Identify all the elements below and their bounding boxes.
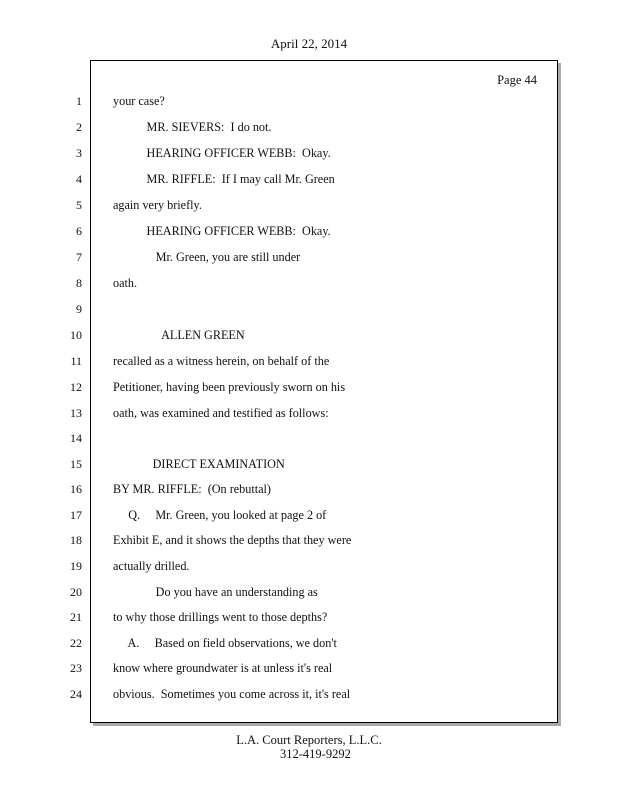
line-number: 21 [70, 610, 82, 624]
line-number: 11 [70, 354, 82, 368]
transcript-line [0, 192, 558, 218]
line-number: 23 [70, 661, 82, 675]
transcript-line [0, 476, 558, 502]
line-number: 6 [76, 224, 82, 238]
line-number: 19 [70, 559, 82, 573]
transcript-line [0, 140, 558, 166]
line-text: BY MR. RIFFLE: (On rebuttal) [113, 482, 271, 496]
line-text: oath. [113, 276, 138, 290]
line-text: to why those drillings went to those depths? [113, 610, 328, 624]
line-number: 13 [70, 406, 82, 420]
line-text: again very briefly. [113, 198, 202, 212]
line-text: HEARING OFFICER WEBB: Okay. [113, 224, 331, 238]
transcript-line [0, 400, 558, 426]
court-reporter-phone: 312-419-9292 [280, 747, 351, 761]
line-number: 15 [70, 457, 82, 471]
line-text: Exhibit E, and it shows the depths that they were [113, 533, 352, 547]
transcript-line [0, 270, 558, 296]
line-number: 20 [70, 585, 82, 599]
line-number: 14 [70, 431, 82, 445]
line-text: DIRECT EXAMINATION [113, 457, 285, 471]
line-number: 24 [70, 687, 82, 701]
line-text: your case? [113, 94, 165, 108]
line-text: Do you have an understanding as [113, 585, 318, 599]
transcript-line [0, 218, 558, 244]
line-text: obvious. Sometimes you come across it, it's real [113, 687, 351, 701]
line-number: 22 [70, 636, 82, 650]
line-number: 7 [76, 250, 82, 264]
line-text: Petitioner, having been previously sworn on his [113, 380, 346, 394]
transcript-line [0, 630, 558, 656]
line-number: 3 [76, 146, 82, 160]
line-text: A. Based on field observations, we don't [113, 636, 337, 650]
line-number: 18 [70, 533, 82, 547]
line-text: ALLEN GREEN [113, 328, 245, 342]
transcript-line [0, 374, 558, 400]
line-number: 9 [76, 302, 82, 316]
line-number: 8 [76, 276, 82, 290]
transcript-line [0, 681, 558, 707]
line-text: Mr. Green, you are still under [113, 250, 301, 264]
transcript-line [0, 322, 558, 348]
line-number: 1 [76, 94, 82, 108]
transcript-line [0, 502, 558, 528]
transcript-line [0, 114, 558, 140]
line-text: HEARING OFFICER WEBB: Okay. [113, 146, 331, 160]
transcript-line [0, 348, 558, 374]
transcript-line [0, 88, 558, 114]
transcript-line [0, 166, 558, 192]
transcript-line [0, 451, 558, 477]
transcript-line [0, 296, 558, 322]
transcript-line [0, 604, 558, 630]
line-text: actually drilled. [113, 559, 190, 573]
transcript-date: April 22, 2014 [270, 36, 348, 51]
line-number: 17 [70, 508, 82, 522]
line-text: know where groundwater is at unless it's real [113, 661, 333, 675]
line-number: 5 [76, 198, 82, 212]
line-text: MR. SIEVERS: I do not. [113, 120, 272, 134]
transcript-line [0, 553, 558, 579]
transcript-line [0, 527, 558, 553]
line-text: MR. RIFFLE: If I may call Mr. Green [113, 172, 335, 186]
line-number: 2 [76, 120, 82, 134]
court-reporter-name: L.A. Court Reporters, L.L.C. [236, 733, 382, 747]
transcript-line [0, 244, 558, 270]
line-text: Q. Mr. Green, you looked at page 2 of [113, 508, 327, 522]
page-number: Page 44 [497, 73, 537, 87]
line-text: recalled as a witness herein, on behalf of the [113, 354, 330, 368]
line-number: 10 [70, 328, 82, 342]
line-number: 4 [76, 172, 82, 186]
line-number: 16 [70, 482, 82, 496]
transcript-line [0, 425, 558, 451]
line-number: 12 [70, 380, 82, 394]
transcript-line [0, 579, 558, 605]
line-text: oath, was examined and testified as follows: [113, 406, 329, 420]
transcript-line [0, 655, 558, 681]
